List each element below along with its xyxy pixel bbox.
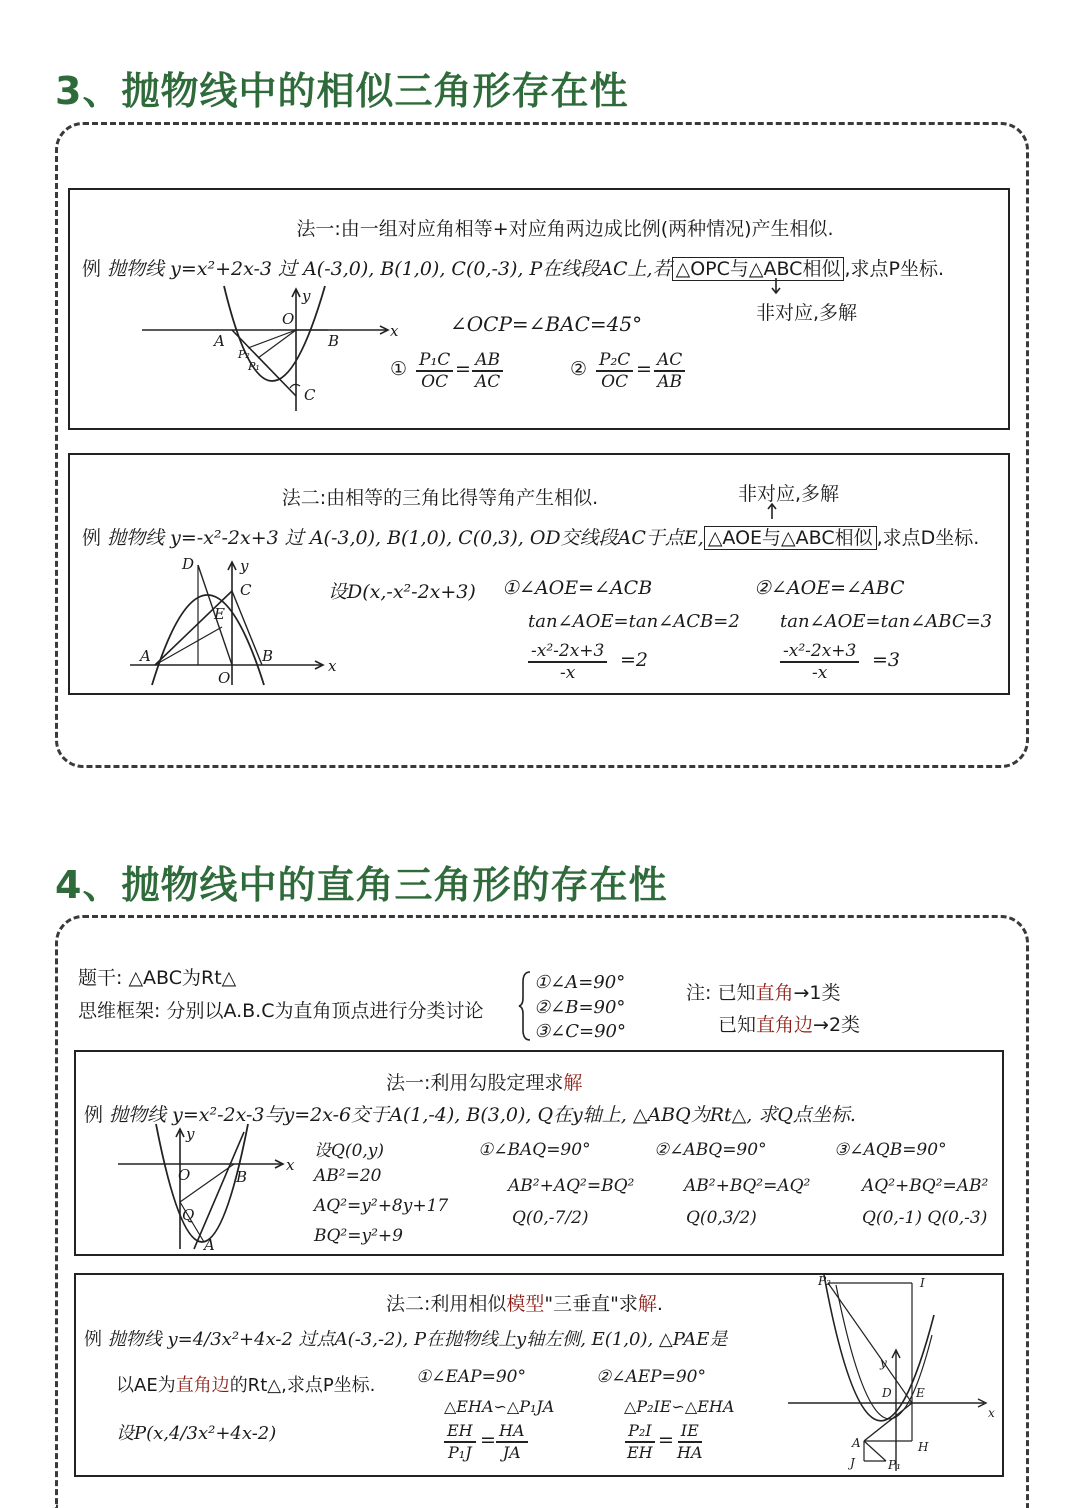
case-2-left-fraction [624,1421,656,1463]
example-line [82,523,979,550]
equals-sign: = [455,358,471,380]
given-bq: BQ²=y²+9 [314,1226,403,1246]
note-text: 已知 [717,982,756,1004]
method-text: "三垂直"求 [544,1293,638,1315]
axis-x-label: x [328,657,337,675]
example-line-2 [116,1371,375,1397]
fraction-numerator: P₂C [596,350,633,372]
axis-y-label: y [302,287,311,305]
case-2-similar: △P₂IE∽△EHA [624,1397,735,1416]
fraction-denominator: HA [677,1443,703,1462]
method-2-box [68,453,1010,695]
method-1-box [68,188,1010,430]
fraction-numerator: P₁C [416,350,453,372]
fraction-denominator: -x [560,663,576,683]
example-prefix: 例 [82,527,102,549]
point-q-label: Q [182,1206,195,1224]
case-1-left-fraction [416,350,453,392]
fraction-denominator: OC [601,372,629,392]
fraction-denominator: AB [657,372,683,392]
parabola-figure-3 [112,1124,312,1252]
case-2-right-fraction [674,1421,706,1463]
fraction-numerator: AC [654,350,685,372]
point-c-label: C [240,581,252,599]
up-arrow-icon [766,501,778,521]
note-line-1 [686,978,841,1005]
example-line [82,254,944,281]
case-1-condition: ①∠BAQ=90° [478,1140,591,1160]
case-1-right-fraction [496,1421,528,1463]
point-d-label: D [182,555,195,573]
note-line-2 [718,1010,860,1037]
method-highlight: 解 [563,1072,583,1094]
given-aq: AQ²=y²+8y+17 [314,1196,449,1216]
case-3-result: Q(0,-1) Q(0,-3) [862,1208,988,1228]
example-line [84,1100,856,1127]
case-1-left-fraction [444,1421,476,1463]
problem-end: ,求点P坐标. [844,258,944,280]
method-text: 法一:利用勾股定理求 [386,1072,564,1094]
case-2-fraction [780,641,859,683]
note-label: 注: [686,982,712,1004]
point-a-label: A [852,1436,861,1450]
fraction-denominator: AC [475,372,501,392]
note-non-corresponding: 非对应,多解 [756,302,858,324]
point-a-label: A [214,332,225,350]
case-2-condition: ②∠ABQ=90° [654,1140,767,1160]
case-1-value: =2 [620,649,649,671]
note-text: 已知 [718,1014,757,1036]
method-2-rt-box [74,1273,1004,1477]
brace-icon [518,970,532,1042]
fraction-numerator: AB [472,350,503,372]
fraction-numerator: -x²-2x+3 [528,641,607,663]
point-e-label: E [214,605,225,623]
fraction-numerator: HA [496,1421,528,1443]
method-1-title [386,1068,582,1095]
method-2-title: 法二:由相等的三角比得等角产生相似. [281,487,599,509]
fraction-numerator: -x²-2x+3 [780,641,859,663]
problem-text: 抛物线 y=4/3x²+4x-2 过点A(-3,-2), P在抛物线上y轴左侧, E(1,0), △PAE是 [107,1329,728,1350]
origin-label: O [282,310,295,328]
origin-label: O [218,669,231,687]
given-set-q: 设Q(0,y) [314,1141,385,1161]
fraction-denominator: EH [627,1443,653,1462]
case-1-label: ① [390,358,408,380]
case-2-right-fraction [654,350,685,392]
point-b-label: B [328,332,340,350]
case-2-label: ② [570,358,588,380]
case-2-condition: ②∠AEP=90° [596,1367,706,1387]
origin-label: O [178,1166,191,1184]
section-3-title: 3、抛物线中的相似三角形存在性 [55,69,629,113]
point-b-label: B [262,647,274,665]
point-b-label: B [236,1168,248,1186]
method-text: 法二:利用相似 [386,1293,507,1315]
point-p1-label: P₁ [248,360,260,373]
case-2-equation: AB²+BQ²=AQ² [684,1176,811,1196]
point-p2-label: P₂ [238,348,250,361]
set-d: 设D(x,-x²-2x+3) [328,581,476,603]
axis-y-label: y [240,557,249,575]
method-highlight: 解 [637,1293,657,1315]
example-prefix: 例 [84,1104,104,1126]
example-prefix: 例 [84,1329,102,1350]
point-c-label: C [304,386,316,404]
point-p2-label: P₂ [818,1274,831,1288]
point-a-label: A [204,1236,215,1254]
problem-text: 抛物线 y=x²+2x-3 过 A(-3,0), B(1,0), C(0,-3), P在线段AC上,若 [107,258,672,280]
given-ab: AB²=20 [314,1166,382,1186]
method-text: . [656,1293,663,1315]
point-a-label: A [140,647,151,665]
problem-end: ,求点D坐标. [876,527,980,549]
case-1-result: Q(0,-7/2) [512,1208,589,1228]
case-b: ②∠B=90° [534,997,626,1018]
set-p: 设P(x,4/3x²+4x-2) [116,1423,277,1444]
case-3-equation: AQ²+BQ²=AB² [862,1176,989,1196]
point-h-label: H [918,1440,929,1454]
fraction-denominator: -x [812,663,828,683]
example-prefix: 例 [82,258,102,280]
fraction-denominator: JA [502,1443,521,1462]
point-p1-label: P₁ [888,1458,901,1472]
down-arrow-icon [770,278,782,298]
case-c: ③∠C=90° [534,1021,626,1042]
equals-sign: = [636,358,652,380]
problem-text: 抛物线 y=-x²-2x+3 过 A(-3,0), B(1,0), C(0,3), OD交线段AC于点E, [107,527,704,549]
axis-x-label: x [988,1406,995,1420]
case-1-condition: ①∠AOE=∠ACB [502,577,653,599]
note-highlight: 直角 [755,982,794,1004]
axis-y-label: y [880,1356,887,1370]
parabola-figure-1 [132,286,402,416]
axis-y-label: y [186,1125,195,1143]
problem-stem: 题干: △ABC为Rt△ [78,967,237,989]
case-2-left-fraction [596,350,633,392]
method-1-rt-box [74,1050,1004,1256]
fraction-numerator: P₂I [625,1421,655,1443]
axis-x-label: x [390,322,399,340]
case-1-condition: ①∠EAP=90° [416,1367,526,1387]
note-text: →1类 [793,982,841,1004]
case-1-fraction [528,641,607,683]
note-non-corresponding: 非对应,多解 [738,483,840,505]
note-highlight: 直角边 [756,1014,814,1036]
case-1-tan: tan∠AOE=tan∠ACB=2 [528,611,740,632]
boxed-condition: △OPC与△ABC相似 [672,257,845,281]
case-3-condition: ③∠AQB=90° [834,1140,947,1160]
example-line-1 [84,1325,727,1351]
problem-text: 以AE为 [116,1375,176,1396]
note-text: →2类 [813,1014,861,1036]
case-2-result: Q(0,3/2) [686,1208,757,1228]
method-2-title [386,1289,663,1316]
problem-text: 抛物线 y=x²-2x-3与y=2x-6交于A(1,-4), B(3,0), Q在y轴上, △ABQ为Rt△, 求Q点坐标. [109,1104,856,1126]
problem-text: 的Rt△,求点P坐标. [229,1375,376,1396]
section-4-title: 4、抛物线中的直角三角形的存在性 [55,863,668,907]
fraction-numerator: IE [678,1421,702,1443]
point-d-label: D [882,1386,892,1400]
case-2-condition: ②∠AOE=∠ABC [754,577,905,599]
axis-x-label: x [286,1156,295,1174]
point-e-label: E [916,1386,925,1400]
thinking-framework: 思维框架: 分别以A.B.C为直角顶点进行分类讨论 [78,1000,484,1022]
case-1-equation: AB²+AQ²=BQ² [508,1176,635,1196]
fraction-denominator: P₁J [448,1443,472,1462]
boxed-condition: △AOE与△ABC相似 [704,526,877,550]
fraction-denominator: OC [421,372,449,392]
case-2-value: =3 [872,649,901,671]
parabola-figure-2 [122,555,362,691]
parabola-figure-4 [784,1275,998,1473]
problem-highlight: 直角边 [175,1375,230,1396]
point-i-label: I [920,1276,925,1290]
case-1-similar: △EHA∽△P₁JA [444,1397,555,1416]
case-a: ①∠A=90° [534,972,626,993]
fraction-numerator: EH [444,1421,476,1443]
case-1-right-fraction [472,350,503,392]
equals-sign: = [658,1429,674,1451]
point-j-label: J [850,1456,855,1470]
method-1-title: 法一:由一组对应角相等+对应角两边成比例(两种情况)产生相似. [296,218,834,240]
case-2-tan: tan∠AOE=tan∠ABC=3 [780,611,993,632]
method-highlight: 模型 [506,1293,545,1315]
equals-sign: = [480,1429,496,1451]
angle-equation: ∠OCP=∠BAC=45° [450,312,643,336]
